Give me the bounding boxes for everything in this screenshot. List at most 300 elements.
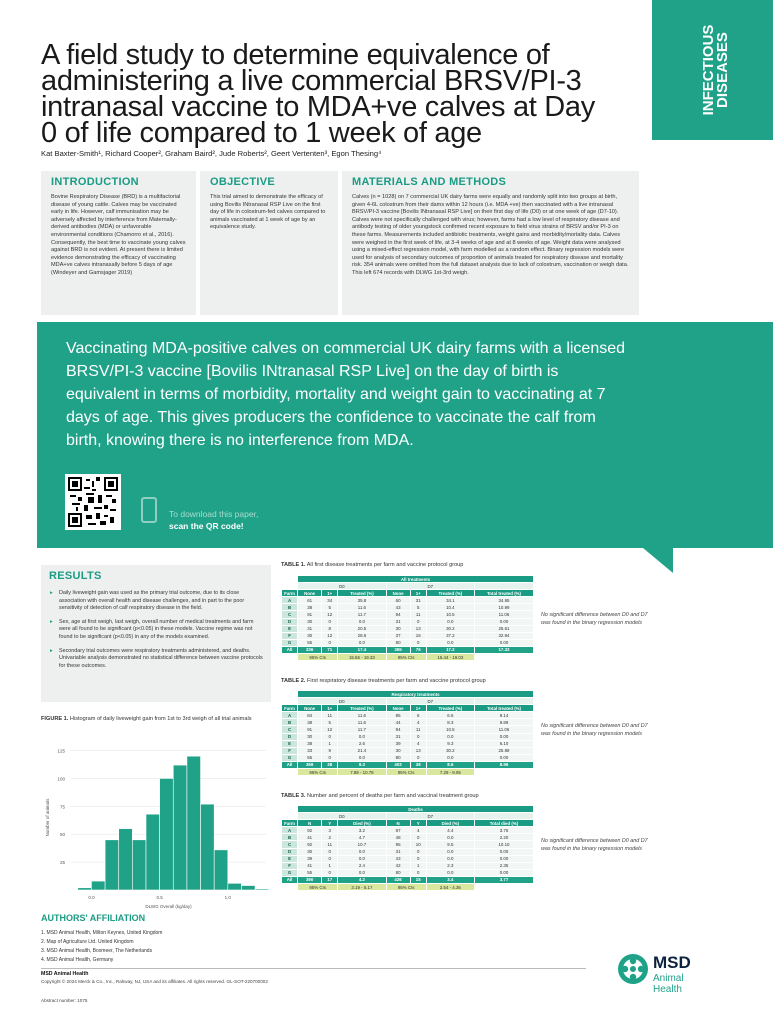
table-cell: 0 <box>410 855 426 862</box>
table-row <box>282 597 534 604</box>
table-cell: 0.0 <box>338 733 386 740</box>
introduction-panel <box>41 171 196 315</box>
table-cell: 55 <box>298 869 322 876</box>
table-cell: D <box>282 733 298 740</box>
table-header-cell: None <box>386 705 410 712</box>
decorative-corner <box>643 548 673 573</box>
table-cell: 30 <box>298 632 322 639</box>
footer-abstract-number: Abstract number: 1075 <box>41 998 88 1003</box>
table-cell: 43 <box>386 855 410 862</box>
table-cell: 2.4 <box>338 862 386 869</box>
table-group-title: Deaths <box>298 806 534 813</box>
table-cell: 11.6 <box>338 712 386 719</box>
table-cell: 33 <box>298 747 322 754</box>
table-row <box>282 754 534 761</box>
affiliation-section <box>41 913 145 923</box>
table-cell: 0.0 <box>338 618 386 625</box>
table-cell: 3 <box>322 827 338 834</box>
table-cell: 426 <box>386 876 410 883</box>
table-cell: 12 <box>322 632 338 639</box>
table-header-cell: Treated (%) <box>426 705 474 712</box>
conclusion-band <box>37 322 773 548</box>
table-cell: 43 <box>386 604 410 611</box>
table-cell: 38 <box>298 719 322 726</box>
table-row <box>282 848 534 855</box>
table-cell: 10.7 <box>338 841 386 848</box>
table-cell: 44 <box>386 719 410 726</box>
table-cell: 31 <box>386 733 410 740</box>
table-cell: 37 <box>386 632 410 639</box>
table-row <box>282 639 534 646</box>
table-cell: 3.77 <box>474 876 533 883</box>
results-bullet: ▸ Daily liveweight gain was used as the primary trial outcome, due to its close association with overall health and disease challenges, and in part to the poor sensitivity of detection of calf respiratory disease in the field. <box>49 590 263 613</box>
table-cell: 34.1 <box>426 597 474 604</box>
download-line-2: scan the QR code! <box>169 521 244 531</box>
conclusion-text: Vaccinating MDA-positive calves on commercial UK dairy farms with a licensed BRSV/PI-3 vaccine [Bovilis INtranasal RSP Live] on the day of birth is equivalent in terms of morbidity, mortality and weight gain to vaccinating at 7 days of age. This gives producers the confidence to vaccinate the calf from birth, knowing there is no interference from MDA. <box>66 340 626 449</box>
table-cell: D <box>282 618 298 625</box>
table-cell: 0 <box>410 618 426 625</box>
y-tick-label: 25 <box>59 860 65 866</box>
table-cell: 94 <box>386 726 410 733</box>
table-cell: 4 <box>410 740 426 747</box>
table-row <box>282 733 534 740</box>
table-cell: 30 <box>386 747 410 754</box>
table-cell: 28.6 <box>338 632 386 639</box>
table-cell: 30 <box>298 618 322 625</box>
table-cell: 25.88 <box>474 747 533 754</box>
table-cell: 0.00 <box>474 848 533 855</box>
table-cell: 0.00 <box>474 733 533 740</box>
table-cell: 0.0 <box>426 733 474 740</box>
table-total-row <box>282 646 534 653</box>
table-cell: 91 <box>298 726 322 733</box>
table-2-note: No significant difference between D0 and D7 was found in the binary regression models <box>541 723 648 737</box>
table-cell: 30.2 <box>426 625 474 632</box>
table-cell: 0.00 <box>474 869 533 876</box>
table-cell: 0 <box>322 855 338 862</box>
histogram-bar <box>105 840 119 890</box>
table-cell: C <box>282 841 298 848</box>
table-cell: 11 <box>410 611 426 618</box>
logo-sub: Animal Health <box>653 973 684 995</box>
table-cell: F <box>282 747 298 754</box>
table-cell: 1 <box>410 862 426 869</box>
histogram-bar <box>160 778 174 890</box>
table-row <box>282 841 534 848</box>
table-cell: 17 <box>322 876 338 883</box>
table-row <box>282 611 534 618</box>
table-cell: 0 <box>410 754 426 761</box>
poster-title: A field study to determine equivalence of administering a live commercial BRSV/PI-3 intranasal vaccine to MDA+ve calves at Day 0 of life compared to 1 week of age <box>41 39 595 149</box>
affiliation-item: 3. MSD Animal Health, Boxmeer, The Netherlands <box>41 948 153 954</box>
table-header-cell: 1+ <box>410 590 426 597</box>
table-cell: 4.7 <box>338 834 386 841</box>
table-cell: 17.2 <box>426 646 474 653</box>
table-row <box>282 604 534 611</box>
table-cell: 1 <box>322 740 338 747</box>
table-cell: 0.00 <box>474 754 533 761</box>
histogram-bar <box>132 840 146 890</box>
y-tick-label: 100 <box>57 776 65 782</box>
table-cell: 41 <box>298 834 322 841</box>
table-cell: 0.0 <box>426 834 474 841</box>
table-cell: 0.0 <box>338 754 386 761</box>
table-cell: 38 <box>298 740 322 747</box>
table-cell: 55 <box>298 639 322 646</box>
table-cell: 2.6 <box>338 740 386 747</box>
table-cell: 34 <box>322 597 338 604</box>
table-cell: 4 <box>410 719 426 726</box>
objective-text: This trial aimed to demonstrate the efficacy of using Bovilis INtranasal RSP Live on the first day of life in colostrum-fed calves compared to animals vaccinated at 1 week of age by an equivalence study. <box>210 194 326 231</box>
table-cell: 21.4 <box>338 747 386 754</box>
table-cell: 0 <box>410 639 426 646</box>
table-cell: F <box>282 632 298 639</box>
table-cell: G <box>282 639 298 646</box>
msd-logo <box>617 951 715 995</box>
table-cell: 31 <box>410 597 426 604</box>
table-cell: 11.06 <box>474 726 533 733</box>
table-cell: 30 <box>386 625 410 632</box>
histogram-bar <box>78 888 92 890</box>
table-header-cell: Treated (%) <box>338 590 386 597</box>
table-cell: 42 <box>386 862 410 869</box>
table-row <box>282 747 534 754</box>
y-tick-label: 50 <box>59 832 65 838</box>
table-cell: 71 <box>322 646 338 653</box>
table-cell: 8.6 <box>426 761 474 768</box>
table-cell: 80 <box>386 869 410 876</box>
table-header-cell: Y <box>410 820 426 827</box>
footer-company: MSD Animal Health <box>41 971 89 977</box>
table-cell: 0 <box>410 834 426 841</box>
table-cell: 61 <box>298 597 322 604</box>
table-row <box>282 740 534 747</box>
table-cell: 0.0 <box>338 848 386 855</box>
table-cell: 92 <box>298 827 322 834</box>
table-row <box>282 862 534 869</box>
table-cell: 30 <box>298 733 322 740</box>
table-header-cell: Total treated (%) <box>474 590 533 597</box>
objective-heading: OBJECTIVE <box>210 176 276 188</box>
table-group-title: All treatments <box>298 576 534 583</box>
table-cell: 0.00 <box>474 855 533 862</box>
category-tag <box>652 0 773 140</box>
table-cell: 12 <box>322 611 338 618</box>
table-header-cell: Farm <box>282 820 298 827</box>
table-cell: 11.6 <box>338 719 386 726</box>
table-cell: B <box>282 834 298 841</box>
table-header-cell: Farm <box>282 590 298 597</box>
table-cell: E <box>282 855 298 862</box>
table-row <box>282 618 534 625</box>
table-cell: 76 <box>410 646 426 653</box>
table-cell: 0 <box>410 733 426 740</box>
table-cell: 0 <box>410 869 426 876</box>
table-cell: 1 <box>322 862 338 869</box>
download-prompt <box>169 508 258 532</box>
histogram-bar <box>255 889 269 890</box>
table-cell: 16 <box>410 632 426 639</box>
table-cell: B <box>282 604 298 611</box>
table-header-cell: 1+ <box>322 705 338 712</box>
table-cell: 0.0 <box>426 855 474 862</box>
table-cell: 34.95 <box>474 597 533 604</box>
table-cell: 17.33 <box>474 646 533 653</box>
table-3-note: No significant difference between D0 and D7 was found in the binary regression models <box>541 838 648 852</box>
histogram-bar <box>201 804 215 890</box>
table-cell: 85 <box>386 712 410 719</box>
table-cell: 9.3 <box>426 740 474 747</box>
table-cell: 92 <box>298 841 322 848</box>
x-tick-label: 0.5 <box>156 895 163 900</box>
affiliation-item: 4. MSD Animal Health, Germany <box>41 957 114 963</box>
table-cell: 0.0 <box>338 869 386 876</box>
table-header-cell: 1+ <box>410 705 426 712</box>
footer-divider <box>41 968 586 969</box>
affiliation-list <box>41 929 162 965</box>
table-cell: 11 <box>410 726 426 733</box>
table-cell: 30 <box>298 848 322 855</box>
author-list: Kat Baxter-Smith¹, Richard Cooper², Graham Baird², Jude Roberts², Geert Vertenten³, Egon Thesing⁴ <box>41 149 382 158</box>
table-cell: E <box>282 740 298 747</box>
table-cell: 0.0 <box>338 639 386 646</box>
table-cell: 4.2 <box>338 876 386 883</box>
table-cell: 94 <box>386 611 410 618</box>
table-cell: 41 <box>298 862 322 869</box>
histogram-bar <box>228 883 242 890</box>
table-row <box>282 712 534 719</box>
table-cell: 336 <box>298 646 322 653</box>
download-line-1: To download this paper, <box>169 509 259 519</box>
table-cell: 365 <box>386 646 410 653</box>
tag-line-2: DISEASES <box>714 32 731 108</box>
table-row <box>282 855 534 862</box>
methods-panel <box>342 171 639 315</box>
histogram-bar <box>241 886 255 890</box>
table-cell: 2.3 <box>426 862 474 869</box>
table-cell: 6.6 <box>426 712 474 719</box>
results-list <box>49 590 263 670</box>
table-header-cell: None <box>298 705 322 712</box>
table-cell: 38 <box>410 761 426 768</box>
x-tick-label: 1.0 <box>224 895 231 900</box>
table-total-row <box>282 876 534 883</box>
table-cell: 0.0 <box>338 855 386 862</box>
table-cell: 0 <box>322 848 338 855</box>
table-cell: 13 <box>410 747 426 754</box>
table-2-caption: TABLE 2. First respiratory disease treatments per farm and vaccine protocol group <box>281 678 486 684</box>
introduction-heading: INTRODUCTION <box>51 176 139 188</box>
table-cell: 0 <box>410 848 426 855</box>
table-cell: All <box>282 876 298 883</box>
table-cell: B <box>282 719 298 726</box>
table-cell: 10.5 <box>426 611 474 618</box>
table-header-cell: Treated (%) <box>426 590 474 597</box>
table-cell: D <box>282 848 298 855</box>
table-cell: 6 <box>410 712 426 719</box>
histogram-bar <box>146 814 160 890</box>
table-cell: 9.14 <box>474 712 533 719</box>
table-cell: 0.00 <box>474 639 533 646</box>
table-cell: A <box>282 597 298 604</box>
table-group-title: Respiratory treatments <box>298 691 534 698</box>
table-header-cell: 1+ <box>322 590 338 597</box>
table-3: Deaths D0 D7 Farm N Y Died (%) N Y Died (%) Total died (%) A 92 3 3.2 87 4 4.4 3.76 B 41 2 4.7 48 0 0.0 2.20 C 92 11 10.7 95 10 9.5 10.10 D 30 0 0.0 31 0 0.0 0.00 E 39 0 0.0 43 0 0.0 0.00 F 41 1 2.4 42 1 2.3 2.35 G 55 0 0.0 80 0 0.0 0.00 All 390 17 4.2 426 15 3.4 3.77 95% CIs 3.19 - 5.17 95% CIs 2.54 - 4.36 <box>281 805 534 891</box>
table-cell: 55 <box>298 754 322 761</box>
table-3-caption: TABLE 3. Number and percent of deaths per farm and vaccinal treatment group <box>281 793 479 799</box>
table-cell: 35.8 <box>338 597 386 604</box>
table-cell: 0.0 <box>426 848 474 855</box>
table-header-cell: Died (%) <box>426 820 474 827</box>
x-tick-label: 0.0 <box>88 895 95 900</box>
table-ci-row: 95% CIs 15.56 - 19.33 95% CIs 15.44 - 19.03 <box>282 654 534 661</box>
table-cell: 38 <box>322 761 338 768</box>
table-cell: 0 <box>322 639 338 646</box>
table-1-caption: TABLE 1. All first disease treatments per farm and vaccine protocol group <box>281 562 464 568</box>
y-axis-label: Number of animals <box>45 798 50 837</box>
table-row <box>282 827 534 834</box>
table-cell: 87 <box>386 827 410 834</box>
table-cell: 39 <box>298 855 322 862</box>
histogram-bar <box>214 850 228 890</box>
table-cell: G <box>282 869 298 876</box>
table-header-cell: Farm <box>282 705 298 712</box>
table-2: Respiratory treatments D0 D7 Farm None 1+ Treated (%) None 1+ Treated (%) Total treated (%) A 84 11 11.6 85 6 6.6 9.14 B 38 5 11.6 44 4 8.3 9.89 C 91 12 11.7 94 11 10.5 11.06 D 30 0 0.0 31 0 0.0 0.00 E 38 1 2.6 39 4 9.3 6.10 F 33 9 21.4 30 13 30.2 25.88 G 55 0 0.0 80 0 0.0 0.00 All 369 38 9.3 403 38 8.6 8.96 95% CIs 7.89 - 10.78 95% CIs 7.28 - 9.95 <box>281 690 534 776</box>
table-cell: 80 <box>386 754 410 761</box>
table-cell: A <box>282 712 298 719</box>
y-tick-label: 75 <box>59 804 65 810</box>
table-cell: 3.4 <box>426 876 474 883</box>
logo-name: MSD <box>653 953 691 972</box>
table-cell: 25.61 <box>474 625 533 632</box>
table-cell: C <box>282 611 298 618</box>
table-cell: 48 <box>386 834 410 841</box>
affiliation-heading: AUTHORS' AFFILIATION <box>41 913 146 923</box>
methods-heading: MATERIALS AND METHODS <box>352 176 507 188</box>
phone-icon <box>141 497 157 523</box>
table-cell: 31 <box>298 625 322 632</box>
table-header-cell: N <box>298 820 322 827</box>
affiliation-item: 1. MSD Animal Health, Milton Keynes, United Kingdom <box>41 930 163 936</box>
table-cell: 0.0 <box>426 639 474 646</box>
table-header-cell: None <box>298 590 322 597</box>
table-cell: 12 <box>322 726 338 733</box>
table-cell: F <box>282 862 298 869</box>
table-cell: 8.3 <box>426 719 474 726</box>
table-header-cell: Treated (%) <box>338 705 386 712</box>
table-cell: 31 <box>386 618 410 625</box>
table-cell: 15 <box>410 876 426 883</box>
figure-1-caption: FIGURE 1. Histogram of daily liveweight gain from 1st to 3rd weigh of all trial animals <box>41 716 252 722</box>
table-cell: 3.76 <box>474 827 533 834</box>
table-cell: 60 <box>386 597 410 604</box>
table-cell: 8.96 <box>474 761 533 768</box>
results-panel <box>41 565 271 702</box>
table-cell: 10 <box>410 841 426 848</box>
table-ci-row: 95% CIs 3.19 - 5.17 95% CIs 2.54 - 4.36 <box>282 884 534 891</box>
table-cell: 38 <box>298 604 322 611</box>
table-row <box>282 726 534 733</box>
table-cell: 9.5 <box>426 841 474 848</box>
table-cell: 11.6 <box>338 604 386 611</box>
histogram-chart <box>41 740 271 915</box>
table-cell: 0 <box>322 754 338 761</box>
table-cell: 9.89 <box>474 719 533 726</box>
table-cell: 8 <box>322 625 338 632</box>
table-row <box>282 719 534 726</box>
table-header-cell: Y <box>322 820 338 827</box>
results-bullet: ▸ Secondary trial outcomes were respiratory treatments administered, and deaths. Univariable analysis demonstrated no statistical difference between vaccine protocols for these outcomes. <box>49 648 263 671</box>
introduction-text: Bovine Respiratory Disease (BRD) is a multifactorial disease of young cattle. Calves may be vaccinated early in life. However, calf immunisation may be adversely affected by interference from Maternally-derived antibodies (MDA) or unfavorable environmental conditions (Chamorro et al., 2016). Consequently, the best time to vaccinate young calves against BRD is not evident. At present there is limited evidence demonstrating the efficacy of vaccinating MDA+ve calves intranasally before 5 days of age (Windeyer and Gamsjager 2019) <box>51 194 186 276</box>
table-cell: 2 <box>322 834 338 841</box>
table-cell: E <box>282 625 298 632</box>
x-axis-label: DLWG Overall (kg/day) <box>145 904 192 909</box>
results-bullet: ▸ Sex, age at first weigh, last weigh, overall number of medical treatments and farm were all found to be significant (p<0.05) in these models. Vaccine regime was not found to be significant (p<0.05) in any of the models examined. <box>49 619 263 642</box>
histogram-bar <box>119 829 133 890</box>
table-cell: 403 <box>386 761 410 768</box>
y-tick-label: 125 <box>57 748 65 754</box>
table-cell: G <box>282 754 298 761</box>
table-cell: 10.5 <box>426 726 474 733</box>
histogram-bar <box>173 765 187 890</box>
table-cell: 37.2 <box>426 632 474 639</box>
table-header-cell: None <box>386 590 410 597</box>
histogram-bar <box>91 881 105 890</box>
table-cell: 80 <box>386 639 410 646</box>
qr-code-icon <box>68 477 118 527</box>
table-cell: A <box>282 827 298 834</box>
table-cell: 2.20 <box>474 834 533 841</box>
table-cell: 11.06 <box>474 611 533 618</box>
histogram-bar <box>187 756 201 890</box>
table-cell: 30.2 <box>426 747 474 754</box>
table-cell: 0.0 <box>426 618 474 625</box>
table-cell: 2.35 <box>474 862 533 869</box>
table-header-cell: N <box>386 820 410 827</box>
table-1: All treatments D0 D7 Farm None 1+ Treated (%) None 1+ Treated (%) Total treated (%) A 61 34 35.8 60 31 34.1 34.95 B 38 5 11.6 43 5 10.4 10.99 C 91 12 11.7 94 11 10.5 11.06 D 30 0 0.0 31 0 0.0 0.00 E 31 8 20.5 30 13 30.2 25.61 F 30 12 28.6 37 16 37.2 32.94 G 55 0 0.0 80 0 0.0 0.00 All 336 71 17.4 365 76 17.2 17.33 95% CIs 15.56 - 19.33 95% CIs 15.44 - 19.03 <box>281 575 534 661</box>
table-cell: 9 <box>322 747 338 754</box>
table-cell: 0.0 <box>426 869 474 876</box>
table-1-note: No significant difference between D0 and D7 was found in the binary regression models <box>541 612 648 626</box>
table-cell: 11 <box>322 712 338 719</box>
methods-text: Calves (n = 1028) on 7 commercial UK dairy farms were equally and randomly split into two groups at birth, given 4-6L colostrum from their dams within 12 hours (i.e. MDA +ve) then vaccinated with a live intranasal BRSV/PI-3 vaccine [Bovilis INtranasal RSP Live] on their first day of life (D0) or at one week of age (D7-10). Calves were not specifically challenged with virus; however, farms had a low level of respiratory disease and antibody testing of older youngstock confirmed recent exposure to field virus strains of BRSV and/or PI-3 on these farms. Measurements included antibiotic treatments, weight gains and morbidity/mortality data. Calves were weighed in the first week of life, at 3-4 weeks of age and at 8 weeks of age. Weight data were analysed using a mixed-effect regression model, with farm modelled as a random effect. Binary regression models were used for analysis of secondary outcomes of proportion of animals treated for respiratory disease and mortality risk. 354 animals were omitted from the full dataset analysis due to lack of colostrum, vaccination or weigh data. This left 674 records with DLWG 1st-3rd weigh. <box>352 194 629 276</box>
results-heading: RESULTS <box>49 570 102 582</box>
msd-logo-icon <box>617 953 649 985</box>
table-cell: 17.4 <box>338 646 386 653</box>
table-row <box>282 625 534 632</box>
table-cell: 84 <box>298 712 322 719</box>
table-cell: 10.4 <box>426 604 474 611</box>
table-row <box>282 834 534 841</box>
table-cell: 4 <box>410 827 426 834</box>
affiliation-item: 2. Map of Agriculture Ltd. United Kingdom <box>41 939 134 945</box>
table-cell: 10.10 <box>474 841 533 848</box>
qr-code[interactable] <box>65 474 121 530</box>
table-cell: All <box>282 761 298 768</box>
table-header-cell: Total died (%) <box>474 820 533 827</box>
table-cell: 0.00 <box>474 618 533 625</box>
table-header-cell: Total treated (%) <box>474 705 533 712</box>
table-cell: 6.10 <box>474 740 533 747</box>
table-cell: 91 <box>298 611 322 618</box>
table-cell: 0 <box>322 733 338 740</box>
table-cell: 9.3 <box>338 761 386 768</box>
table-cell: 11 <box>322 841 338 848</box>
table-cell: 11.7 <box>338 611 386 618</box>
table-cell: 13 <box>410 625 426 632</box>
table-cell: 3.2 <box>338 827 386 834</box>
table-cell: 32.94 <box>474 632 533 639</box>
